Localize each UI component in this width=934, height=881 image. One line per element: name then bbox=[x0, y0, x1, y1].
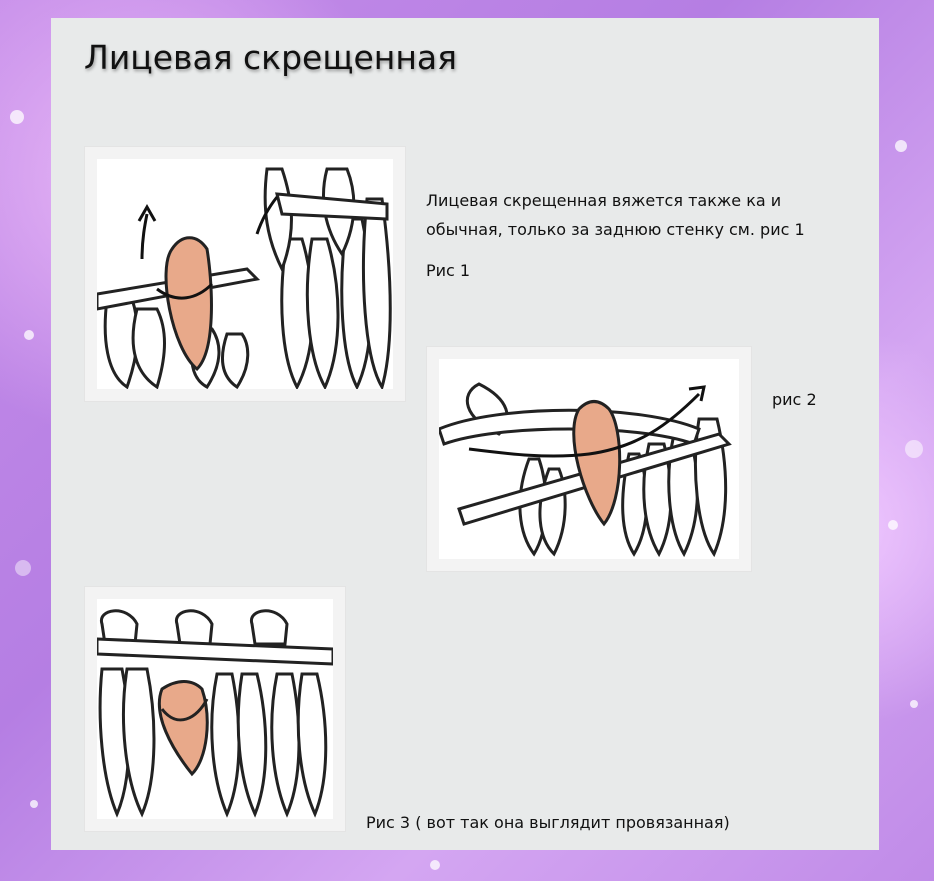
content-panel bbox=[51, 18, 879, 850]
knitting-diagram-icon bbox=[97, 159, 393, 389]
background-sparkle bbox=[24, 330, 34, 340]
caption-figure-3: Рис 3 ( вот так она выглядит провязанная) bbox=[366, 813, 730, 832]
background-sparkle bbox=[895, 140, 907, 152]
background-sparkle bbox=[15, 560, 31, 576]
background-sparkle bbox=[888, 520, 898, 530]
intro-line-2: обычная, только за заднюю стенку см. рис 1 bbox=[426, 220, 805, 239]
knitting-diagram-icon bbox=[439, 359, 739, 559]
figure-2 bbox=[427, 347, 751, 571]
caption-figure-1: Рис 1 bbox=[426, 261, 471, 280]
page-title: Лицевая скрещенная bbox=[84, 38, 457, 77]
knitting-diagram-icon bbox=[97, 599, 333, 819]
intro-text bbox=[426, 186, 805, 244]
background-sparkle bbox=[905, 440, 923, 458]
figure-3 bbox=[85, 587, 345, 831]
figure-1 bbox=[85, 147, 405, 401]
intro-line-1: Лицевая скрещенная вяжется также ка и bbox=[426, 191, 782, 210]
background-sparkle bbox=[430, 860, 440, 870]
background-sparkle bbox=[10, 110, 24, 124]
background-sparkle bbox=[30, 800, 38, 808]
caption-figure-2: рис 2 bbox=[772, 390, 817, 409]
background-sparkle bbox=[910, 700, 918, 708]
